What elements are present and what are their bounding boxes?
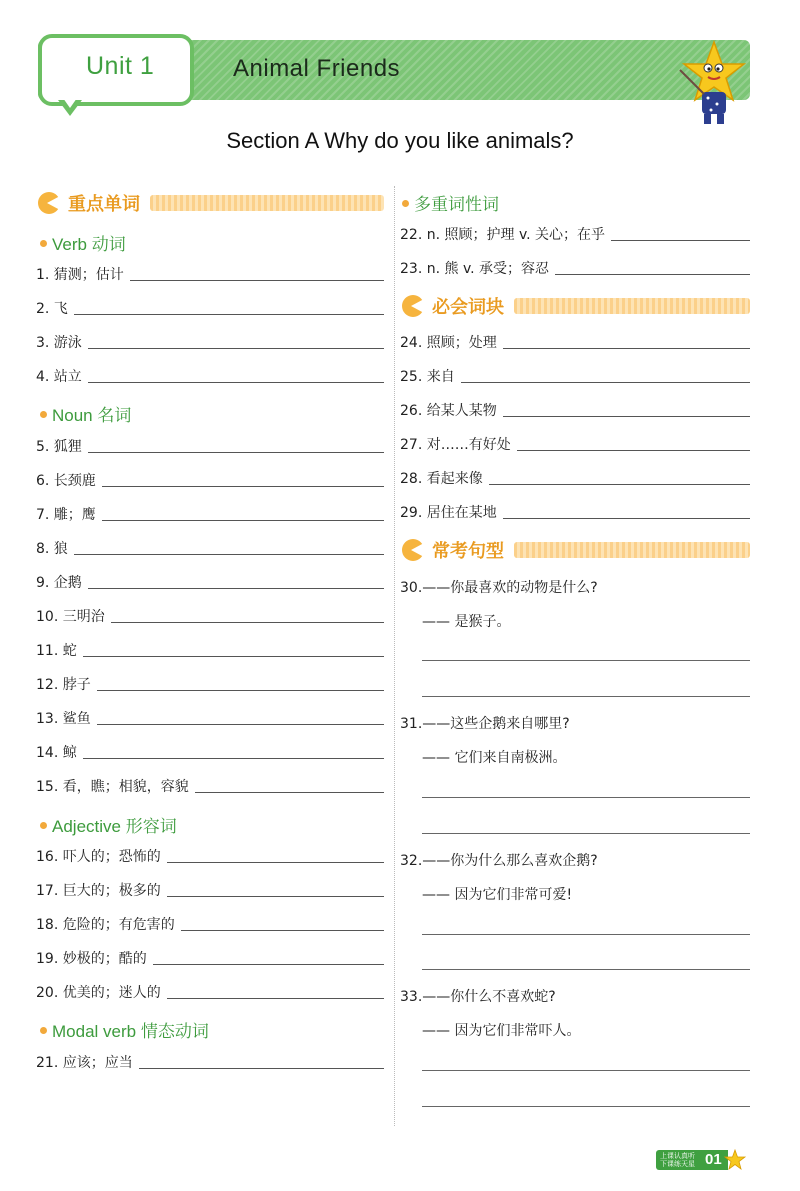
multi-pos-subheading: 多重词性词 <box>402 190 499 215</box>
sentence-question: 32.——你为什么那么喜欢企鹅? <box>400 853 598 869</box>
answer-line[interactable] <box>74 554 384 555</box>
list-item: 26. 给某人某物 <box>400 400 750 420</box>
list-item: 8. 狼 <box>36 538 384 558</box>
answer-line[interactable] <box>503 416 750 417</box>
sentence-answer: —— 因为它们非常可爱! <box>422 887 573 903</box>
pacman-icon <box>402 295 424 317</box>
answer-line[interactable] <box>167 896 384 897</box>
list-item: 24. 照顾；处理 <box>400 332 750 352</box>
list-item: 7. 雕；鹰 <box>36 504 384 524</box>
answer-line[interactable] <box>130 280 384 281</box>
answer-line[interactable] <box>102 520 384 521</box>
list-item: 23. n. 熊 v. 承受；容忍 <box>400 258 750 278</box>
column-divider <box>394 186 395 1126</box>
answer-line[interactable] <box>461 382 750 383</box>
pacman-icon <box>38 192 60 214</box>
key-words-header: 重点单词 <box>38 189 384 217</box>
page-number: 01 <box>699 1150 728 1170</box>
section-title: Section A Why do you like animals? <box>226 128 574 153</box>
list-item: 9. 企鹅 <box>36 572 384 592</box>
list-item: 5. 狐狸 <box>36 436 384 456</box>
modal-verb-subheading: Modal verb 情态动词 <box>40 1017 209 1042</box>
list-item: 17. 巨大的；极多的 <box>36 880 384 900</box>
list-item: 2. 飞 <box>36 298 384 318</box>
sentence-question: 33.——你什么不喜欢蛇? <box>400 989 556 1005</box>
noun-subheading: Noun 名词 <box>40 401 131 426</box>
list-item: 11. 蛇 <box>36 640 384 660</box>
list-item: 12. 脖子 <box>36 674 384 694</box>
list-item: 10. 三明治 <box>36 606 384 626</box>
answer-line[interactable] <box>422 1070 750 1071</box>
unit-title: Animal Friends <box>233 55 401 82</box>
answer-line[interactable] <box>97 690 384 691</box>
answer-line[interactable] <box>181 930 384 931</box>
answer-line[interactable] <box>422 1106 750 1107</box>
answer-line[interactable] <box>489 484 750 485</box>
list-item: 20. 优美的；迷人的 <box>36 982 384 1002</box>
answer-line[interactable] <box>153 964 384 965</box>
answer-line[interactable] <box>167 998 384 999</box>
star-icon <box>724 1149 746 1171</box>
answer-line[interactable] <box>88 452 384 453</box>
sentence-question: 31.——这些企鹅来自哪里? <box>400 716 570 732</box>
page-footer <box>656 1150 746 1170</box>
list-item: 3. 游泳 <box>36 332 384 352</box>
list-item: 18. 危险的；有危害的 <box>36 914 384 934</box>
list-item: 6. 长颈鹿 <box>36 470 384 490</box>
answer-line[interactable] <box>102 486 384 487</box>
answer-line[interactable] <box>167 862 384 863</box>
answer-line[interactable] <box>97 724 384 725</box>
answer-line[interactable] <box>503 518 750 519</box>
list-item: 1. 猜测；估计 <box>36 264 384 284</box>
footer-slogan: 上课认真听 下课练天星 <box>656 1150 699 1170</box>
list-item: 4. 站立 <box>36 366 384 386</box>
answer-line[interactable] <box>422 660 750 661</box>
sentence-answer: —— 它们来自南极洲。 <box>422 750 567 766</box>
answer-line[interactable] <box>422 696 750 697</box>
answer-line[interactable] <box>611 240 750 241</box>
answer-line[interactable] <box>517 450 750 451</box>
answer-line[interactable] <box>139 1068 384 1069</box>
list-item: 22. n. 照顾；护理 v. 关心；在乎 <box>400 224 750 244</box>
list-item: 28. 看起来像 <box>400 468 750 488</box>
sentences-header: 常考句型 <box>402 536 750 564</box>
answer-line[interactable] <box>88 588 384 589</box>
answer-line[interactable] <box>503 348 750 349</box>
sentence-question: 30.——你最喜欢的动物是什么? <box>400 580 598 596</box>
verb-subheading: Verb 动词 <box>40 230 126 255</box>
list-item: 27. 对……有好处 <box>400 434 750 454</box>
pacman-icon <box>402 539 424 561</box>
answer-line[interactable] <box>88 348 384 349</box>
list-item: 13. 鲨鱼 <box>36 708 384 728</box>
answer-line[interactable] <box>422 969 750 970</box>
star-mascot-icon <box>676 40 746 126</box>
answer-line[interactable] <box>83 656 384 657</box>
answer-line[interactable] <box>74 314 384 315</box>
list-item: 21. 应该；应当 <box>36 1052 384 1072</box>
sentence-answer: —— 是猴子。 <box>422 614 511 630</box>
answer-line[interactable] <box>83 758 384 759</box>
answer-line[interactable] <box>555 274 750 275</box>
answer-line[interactable] <box>422 833 750 834</box>
phrases-header: 必会词块 <box>402 292 750 320</box>
unit-label: Unit 1 <box>86 52 155 80</box>
answer-line[interactable] <box>88 382 384 383</box>
adjective-subheading: Adjective 形容词 <box>40 812 177 837</box>
answer-line[interactable] <box>422 797 750 798</box>
list-item: 15. 看，瞧；相貌，容貌 <box>36 776 384 796</box>
list-item: 29. 居住在某地 <box>400 502 750 522</box>
answer-line[interactable] <box>422 934 750 935</box>
list-item: 19. 妙极的；酷的 <box>36 948 384 968</box>
sentence-answer: —— 因为它们非常吓人。 <box>422 1023 581 1039</box>
list-item: 25. 来自 <box>400 366 750 386</box>
list-item: 14. 鲸 <box>36 742 384 762</box>
list-item: 16. 吓人的；恐怖的 <box>36 846 384 866</box>
answer-line[interactable] <box>195 792 384 793</box>
answer-line[interactable] <box>111 622 384 623</box>
